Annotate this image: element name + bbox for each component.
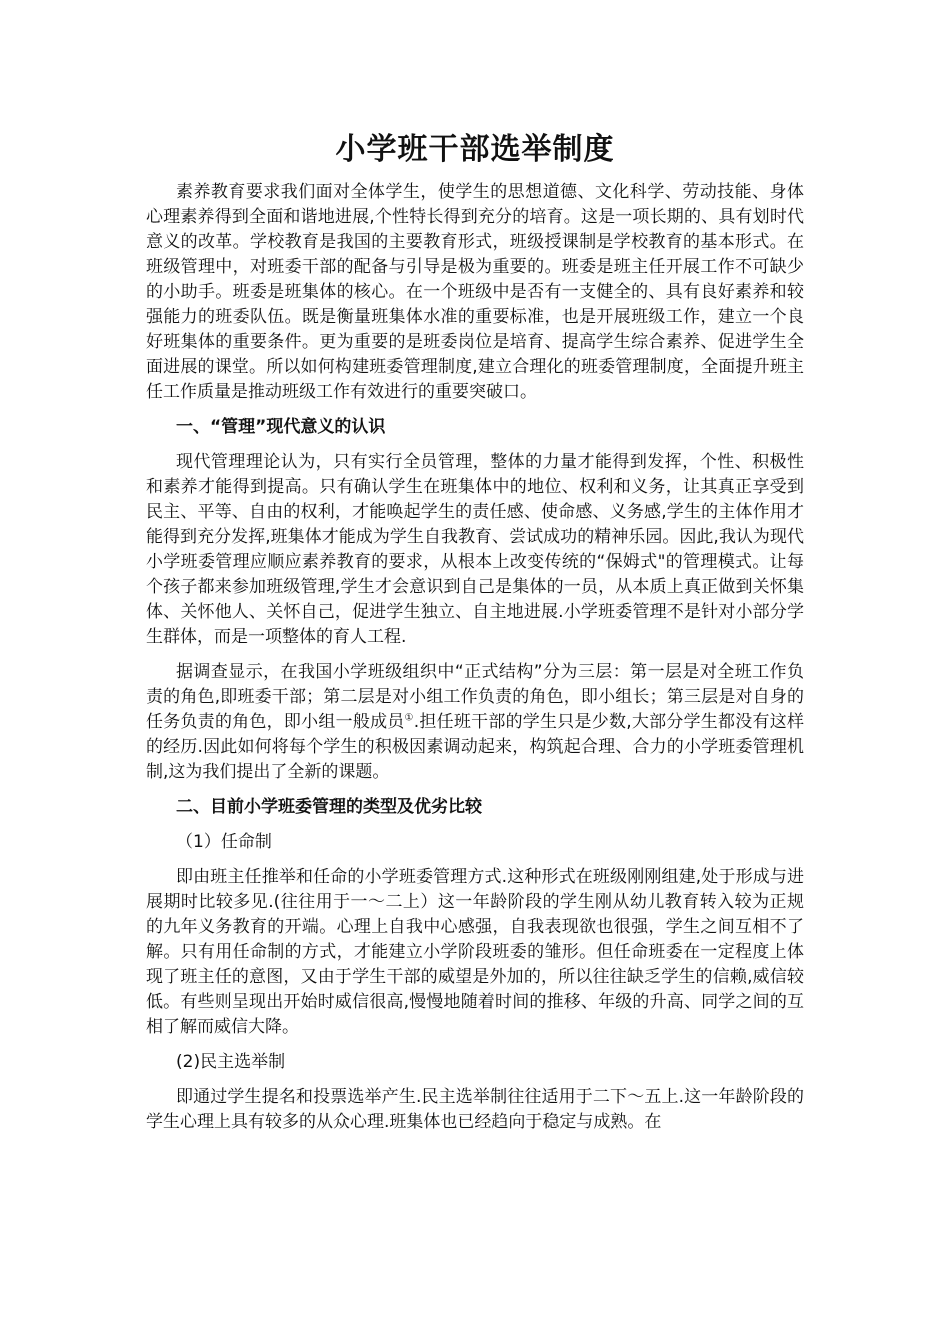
footnote-marker: ① [404,712,414,724]
paragraph-survey-part-a: 据调查显示，在我国小学班级组织中“正式结构”分为三层：第一层是对全班工作负责的角色,即班委干部；第二层是对小组工作负责的角色，即小组长；第三层是对自身的任务负责的角色，即小组一般成员 [146,662,804,732]
section-heading-2: 二、目前小学班委管理的类型及优劣比较 [176,797,482,817]
paragraph-management-theory: 现代管理理论认为，只有实行全员管理，整体的力量才能得到发挥，个性、积极性和素养才能得到提高。只有确认学生在班集体中的地位、权利和义务，让其真正享受到民主、平等、自由的权利，才能唤起学生的责任感、使命感、义务感,学生的主体作用才能得到充分发挥,班集体才能成为学生自我教育、尝试成功的精神乐园。因此,我认为现代小学班委管理应顺应素养教育的要求，从根本上改变传统的“保姆式"的管理模式。让每个孩子都来参加班级管理,学生才会意识到自己是集体的一员，从本质上真正做到关怀集体、关怀他人、关怀自己，促进学生独立、自主地进展.小学班委管理不是针对小部分学生群体，而是一项整体的育人工程. [146,452,804,647]
subheading-election: (2)民主选举制 [176,1052,286,1072]
paragraph-intro: 素养教育要求我们面对全体学生，使学生的思想道德、文化科学、劳动技能、身体心理素养得到全面和谐地进展,个性特长得到充分的培育。这是一项长期的、具有划时代意义的改革。学校教育是我国的主要教育形式，班级授课制是学校教育的基本形式。在班级管理中，对班委干部的配备与引导是极为重要的。班委是班主任开展工作不可缺少的小助手。班委是班集体的核心。在一个班级中是否有一支健全的、具有良好素养和较强能力的班委队伍。既是衡量班集体水准的重要标准，也是开展班级工作，建立一个良好班集体的重要条件。更为重要的是班委岗位是培育、提高学生综合素养、促进学生全面进展的课堂。所以如何构建班委管理制度,建立合理化的班委管理制度，全面提升班主任工作质量是推动班级工作有效进行的重要突破口。 [146,182,804,402]
document-page [146,128,804,1145]
paragraph-survey [146,660,804,785]
section-heading-1: 一、“管理”现代意义的认识 [176,417,386,437]
document-title: 小学班干部选举制度 [335,132,615,167]
paragraph-survey-part-b: .担任班干部的学生只是少数,大部分学生都没有这样的经历.因此如何将每个学生的积极因素调动起来，构筑起合理、合力的小学班委管理机制,这为我们提出了全新的课题。 [146,712,804,782]
paragraph-appointment: 即由班主任推举和任命的小学班委管理方式.这种形式在班级刚刚组建,处于形成与进展期时比较多见.(往往用于一～二上）这一年龄阶段的学生刚从幼儿教育转入较为正规的九年义务教育的开端。心理上自我中心感强，自我表现欲也很强，学生之间互相不了解。只有用任命制的方式，才能建立小学阶段班委的雏形。但任命班委在一定程度上体现了班主任的意图，又由于学生干部的威望是外加的，所以往往缺乏学生的信赖,威信较低。有些则呈现出开始时威信很高,慢慢地随着时间的推移、年级的升高、同学之间的互相了解而威信大降。 [146,867,804,1037]
paragraph-election: 即通过学生提名和投票选举产生.民主选举制往往适用于二下～五上.这一年龄阶段的学生心理上具有较多的从众心理.班集体也已经趋向于稳定与成熟。在 [146,1087,804,1132]
subheading-appointment: （1）任命制 [176,832,272,852]
